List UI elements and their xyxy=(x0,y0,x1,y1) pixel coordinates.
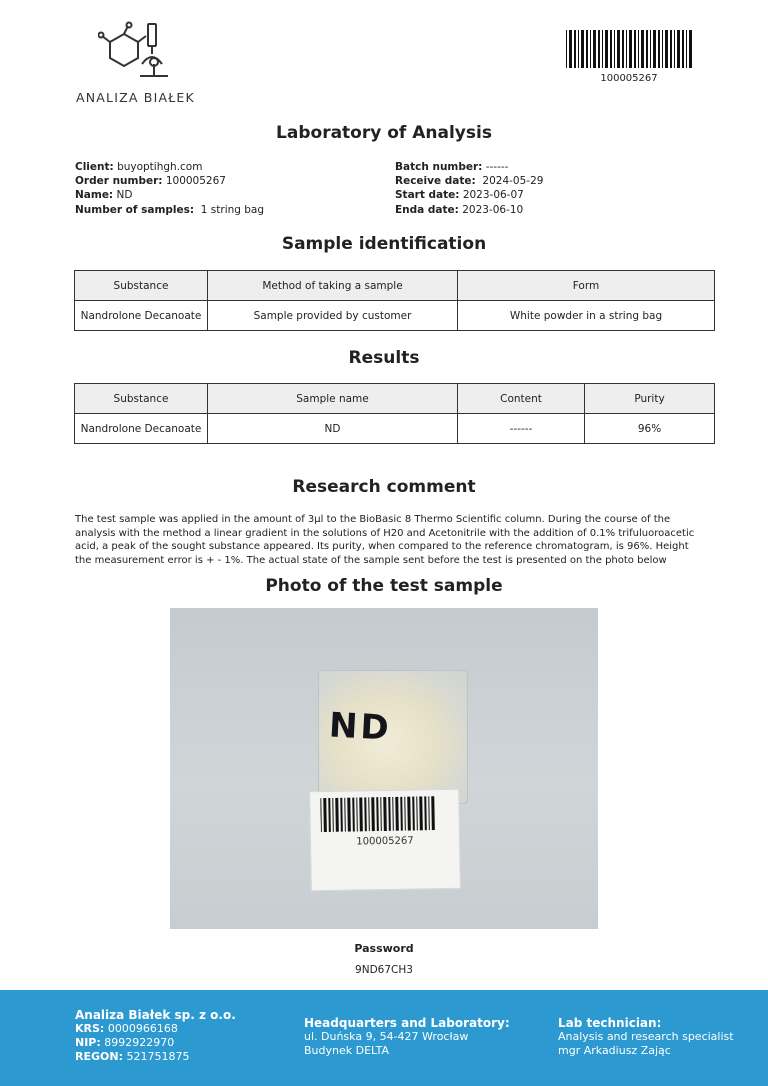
table-header-row xyxy=(75,271,715,301)
end-value: 2023-06-10 xyxy=(462,203,524,216)
table-header-cell: Form xyxy=(458,271,715,301)
receive-value: 2024-05-29 xyxy=(482,175,544,188)
krs-label: KRS: xyxy=(75,1022,105,1035)
table-header-cell: Substance xyxy=(75,271,208,301)
tech-title: Analysis and research specialist xyxy=(558,1030,734,1043)
table-cell: ND xyxy=(208,414,458,444)
footer xyxy=(0,990,768,1086)
barcode-number: 100005267 xyxy=(600,73,658,84)
photo-heading: Photo of the test sample xyxy=(265,576,503,596)
research-comment-heading: Research comment xyxy=(292,477,476,497)
batch-value: ------ xyxy=(485,161,509,173)
hq-building: Budynek DELTA xyxy=(304,1044,390,1057)
company-name: Analiza Białek sp. z o.o. xyxy=(75,1008,236,1022)
company-logo xyxy=(76,20,206,105)
table-cell: 96% xyxy=(585,414,715,444)
sample-identification-heading: Sample identification xyxy=(281,234,487,254)
table-cell: White powder in a string bag xyxy=(458,301,715,331)
research-comment-text: The test sample was applied in the amount of 3µl to the BioBasic 8 Thermo Scientific column. During the course of the analysis with the method a linear gradient in the solutions of H20 and Acetonitrile with the addition of 0.1% trifuluoroacetic acid, a peak of the sought substance appeared. Its purity, when compared to the reference chromatogram, is 96%. Height the measurement error is + - 1%. The actual state of the sample sent before the test is presented on the photo below xyxy=(75,514,695,566)
table-cell: Sample provided by customer xyxy=(208,301,458,331)
receive-label: Receive date: xyxy=(395,175,476,188)
bag-handwritten-label: ND xyxy=(327,705,393,749)
sticker-barcode-bars xyxy=(320,796,449,832)
barcode-sticker xyxy=(309,789,461,892)
powder-bag xyxy=(318,670,468,804)
table-cell: Nandrolone Decanoate xyxy=(75,301,208,331)
barcode xyxy=(566,30,692,84)
results-heading: Results xyxy=(348,348,420,368)
results-table xyxy=(74,383,715,444)
microscope-molecule-icon xyxy=(98,20,170,82)
sample-photo xyxy=(170,608,598,929)
password-label: Password xyxy=(354,942,414,955)
nip-value: 8992922970 xyxy=(104,1036,175,1049)
hq-address: ul. Duńska 9, 54-427 Wrocław xyxy=(304,1030,469,1043)
batch-label: Batch number: xyxy=(395,161,483,173)
client-value: buyoptihgh.com xyxy=(117,161,203,173)
order-value: 100005267 xyxy=(165,175,226,188)
table-header-cell: Purity xyxy=(585,384,715,414)
krs-value: 0000966168 xyxy=(107,1022,178,1035)
tech-name: mgr Arkadiusz Zając xyxy=(558,1044,671,1057)
samples-value: 1 string bag xyxy=(200,203,265,216)
footer-headquarters xyxy=(304,1016,510,1058)
tech-heading: Lab technician: xyxy=(558,1016,662,1030)
client-label: Client: xyxy=(75,161,114,173)
nip-label: NIP: xyxy=(75,1036,101,1049)
table-cell: ------ xyxy=(458,414,585,444)
hq-heading: Headquarters and Laboratory: xyxy=(304,1016,510,1030)
password-value: 9ND67CH3 xyxy=(355,964,413,976)
table-cell: Nandrolone Decanoate xyxy=(75,414,208,444)
samples-label: Number of samples: xyxy=(75,203,195,216)
sample-identification-table xyxy=(74,270,715,331)
sample-bag xyxy=(318,670,466,888)
footer-technician xyxy=(558,1016,734,1058)
name-label: Name: xyxy=(75,189,114,202)
end-label: Enda date: xyxy=(395,203,459,216)
table-header-cell: Method of taking a sample xyxy=(208,271,458,301)
footer-company xyxy=(75,1008,236,1064)
page-title: Laboratory of Analysis xyxy=(276,123,492,143)
table-row xyxy=(75,414,715,444)
regon-value: 521751875 xyxy=(126,1050,190,1063)
meta-right xyxy=(395,160,543,217)
logo-text: ANALIZA BIAŁEK xyxy=(76,90,195,105)
table-header-row xyxy=(75,384,715,414)
barcode-bars xyxy=(566,30,692,68)
table-header-cell: Substance xyxy=(75,384,208,414)
table-row xyxy=(75,301,715,331)
meta-left xyxy=(75,160,264,217)
table-header-cell: Sample name xyxy=(208,384,458,414)
start-value: 2023-06-07 xyxy=(462,189,524,202)
start-label: Start date: xyxy=(395,189,460,202)
name-value: ND xyxy=(116,189,133,202)
order-label: Order number: xyxy=(75,175,163,188)
sticker-number: 100005267 xyxy=(356,835,414,848)
regon-label: REGON: xyxy=(75,1050,123,1063)
table-header-cell: Content xyxy=(458,384,585,414)
